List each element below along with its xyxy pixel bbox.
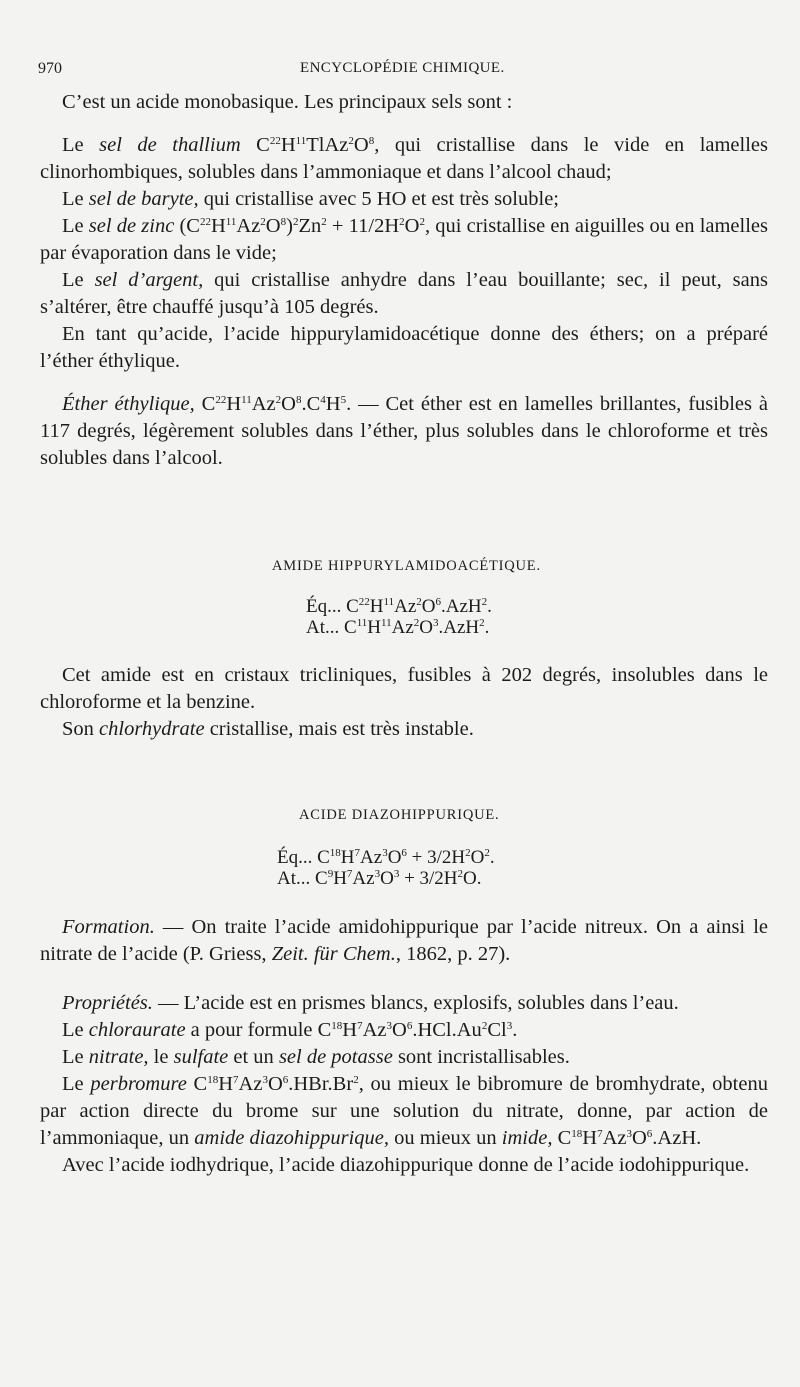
running-head: ENCYCLOPÉDIE CHIMIQUE.	[300, 60, 505, 76]
paragraph-chloraurate: Le chloraurate a pour formule $C^{18}H^7Az^3O^6.HCl.Au^2Cl^3$.	[62, 1019, 518, 1041]
term-nitrate: nitrate,	[88, 1046, 149, 1068]
term-ether: Éther éthylique,	[62, 393, 195, 415]
term-sulfate: sulfate	[173, 1046, 229, 1068]
paragraph-argent: Le sel d’argent, qui cristallise anhydre dans l’eau bouillante; sec, il peut, sans s’altérer, être chauffé jusqu’à 105 degrés.	[40, 269, 768, 318]
paragraph-formation: Formation. — On traite l’acide amidohippurique par l’acide nitreux. On a ainsi le nitrate de l’acide (P. Griess, Zeit. für Chem., 1862, p. 27).	[40, 916, 768, 965]
term-amide-diazo: amide diazohippurique,	[194, 1127, 390, 1149]
formula-thallium: $C^{22}H^{11}TlAz^2O^8$	[256, 134, 375, 156]
paragraph-intro: C’est un acide monobasique. Les principaux sels sont :	[62, 91, 513, 113]
paragraph-iodohippurique: Avec l’acide iodhydrique, l’acide diazohippurique donne de l’acide iodohippurique.	[62, 1154, 750, 1176]
term-chlorhydrate: chlorhydrate	[99, 718, 205, 740]
formula-row-eq: Éq... $C^{22}H^{11}Az^2O^6.AzH^2$.	[306, 596, 492, 617]
term-baryte: sel de baryte,	[88, 188, 199, 210]
term-formation: Formation.	[62, 916, 155, 938]
salts-section	[40, 89, 768, 472]
page-header	[38, 60, 760, 84]
paragraph-perbromure: Le perbromure $C^{18}H^7Az^3O^6.HBr.Br^2$, ou mieux le bibromure de bromhydrate, obtenu par action directe du brome sur une solution du nitrate, donne, par action de l’ammoniaque, un amide diazohippurique, ou mieux un imide, $C^{18}H^7Az^3O^6.AzH$.	[40, 1073, 768, 1149]
paragraph-amide: Cet amide est en cristaux tricliniques, fusibles à 202 degrés, insolubles dans le chloroforme et la benzine.	[40, 664, 768, 713]
heading-diazo: ACIDE DIAZOHIPPURIQUE.	[299, 807, 500, 823]
term-proprietes: Propriétés.	[62, 992, 153, 1014]
heading-amide: AMIDE HIPPURYLAMIDOACÉTIQUE.	[272, 558, 541, 574]
paragraph-thallium: Le sel de thallium $C^{22}H^{11}TlAz^2O^8$, qui cristallise dans le vide en lamelles clinorhombiques, solubles dans l’ammoniaque et dans l’alcool chaud;	[40, 134, 768, 183]
paragraph-ether-intro: En tant qu’acide, l’acide hippurylamidoacétique donne des éthers; on a préparé l’éther éthylique.	[40, 323, 768, 372]
term-imide: imide,	[501, 1127, 553, 1149]
journal-title: Zeit. für Chem.	[271, 943, 396, 965]
paragraph-chlorhydrate: Son chlorhydrate cristallise, mais est très instable.	[62, 718, 474, 740]
page-number: 970	[38, 60, 62, 77]
term-argent: sel d’argent,	[94, 269, 204, 291]
paragraph-ether: Éther éthylique, $C^{22}H^{11}Az^2O^8.C^4H^5$. — Cet éther est en lamelles brillantes, fusibles à 117 degrés, légèrement solubles dans l’éther, plus solubles dans le chloroforme et très solubles dans l’alcool.	[40, 393, 768, 469]
formula-row-at: At... $C^9H^7Az^3O^3 + 3/2H^2O$.	[277, 868, 482, 889]
formula-row-eq: Éq... $C^{18}H^7Az^3O^6 + 3/2H^2O^2$.	[277, 847, 495, 868]
paragraph-proprietes: Propriétés. — L’acide est en prismes blancs, explosifs, solubles dans l’eau.	[62, 992, 679, 1014]
formula-row-at: At... $C^{11}H^{11}Az^2O^3.AzH^2$.	[306, 617, 490, 638]
diazo-section	[40, 914, 768, 1179]
formula-block-amide	[306, 596, 492, 638]
term-perbromure: perbromure	[90, 1073, 187, 1095]
paragraph-zinc: Le sel de zinc $(C^{22}H^{11}Az^2O^8)^2Zn^2 + 11/2H^2O^2$, qui cristallise en aiguilles ou en lamelles par évaporation dans le vide;	[40, 215, 768, 264]
term-zinc: sel de zinc	[88, 215, 175, 237]
formula-ether: $C^{22}H^{11}Az^2O^8.C^4H^5$.	[194, 393, 352, 415]
amide-section	[40, 662, 768, 743]
paragraph-baryte: Le sel de baryte, qui cristallise avec 5 HO et est très soluble;	[62, 188, 559, 210]
term-thallium: sel de thallium	[99, 134, 241, 156]
paragraph-nitrate: Le nitrate, le sulfate et un sel de potasse sont incristallisables.	[62, 1046, 570, 1068]
formula-zinc: $(C^{22}H^{11}Az^2O^8)^2Zn^2 + 11/2H^2O^2$	[174, 215, 425, 237]
term-potasse: sel de potasse	[278, 1046, 393, 1068]
term-chloraurate: chloraurate	[88, 1019, 186, 1041]
formula-block-diazo	[277, 847, 495, 889]
